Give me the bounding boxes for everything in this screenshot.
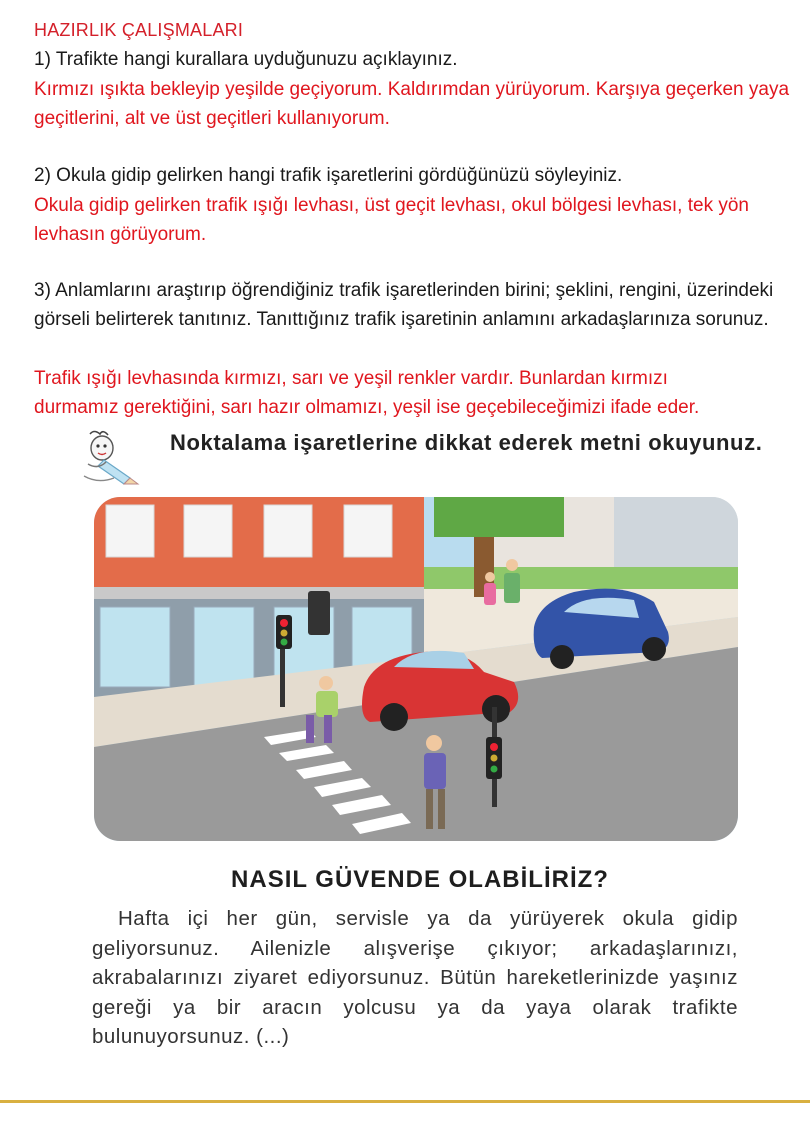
reading-body <box>92 904 738 1052</box>
reading-body-text: Hafta içi her gün, servisle ya da yürüyerek okula gidip geliyorsunuz. Ailenizle alışverişe çıkıyor; arkadaşlarınızı, akrabalarınızı ziyaret ediyorsunuz. Bütün hareketlerinizde yaşınız gereği ya bir aracın yolcusu ya da yaya olarak trafikte bulunuyorsunuz. (...) <box>92 907 738 1048</box>
answer-1: Kırmızı ışıkta bekleyip yeşilde geçiyorum. Kaldırımdan yürüyorum. Karşıya geçerken yaya geçitlerini, alt ve üst geçitleri kullanıyorum. <box>34 79 790 129</box>
question-1: 1) Trafikte hangi kurallara uyduğunuzu açıklayınız. <box>34 49 458 70</box>
question-2: 2) Okula gidip gelirken hangi trafik işaretlerini gördüğünüzü söyleyiniz. <box>34 165 623 186</box>
reading-instruction: Noktalama işaretlerine dikkat ederek metni okuyunuz. <box>170 430 763 455</box>
street-scene-illustration <box>94 497 738 841</box>
reading-title: NASIL GÜVENDE OLABİLİRİZ? <box>231 866 609 893</box>
section-heading: HAZIRLIK ÇALIŞMALARI <box>34 20 244 40</box>
mascot-icon <box>82 428 146 488</box>
question-3: 3) Anlamlarını araştırıp öğrendiğiniz trafik işaretlerinden birini; şeklini, rengini, üzerindeki görseli belirterek tanıtınız. Tanıttığınız trafik işaretinin anlamını arkadaşlarınıza sorunuz. <box>34 280 774 330</box>
answer-2: Okula gidip gelirken trafik ışığı levhası, üst geçit levhası, okul bölgesi levhası, tek yön levhasın görüyorum. <box>34 195 749 245</box>
footer-divider <box>0 1100 810 1103</box>
answer-3: Trafik ışığı levhasında kırmızı, sarı ve yeşil renkler vardır. Bunlardan kırmızı durmamız gerektiğini, sarı hazır olmamızı, yeşil ise geçebileceğimizi ifade eder. <box>34 368 700 418</box>
